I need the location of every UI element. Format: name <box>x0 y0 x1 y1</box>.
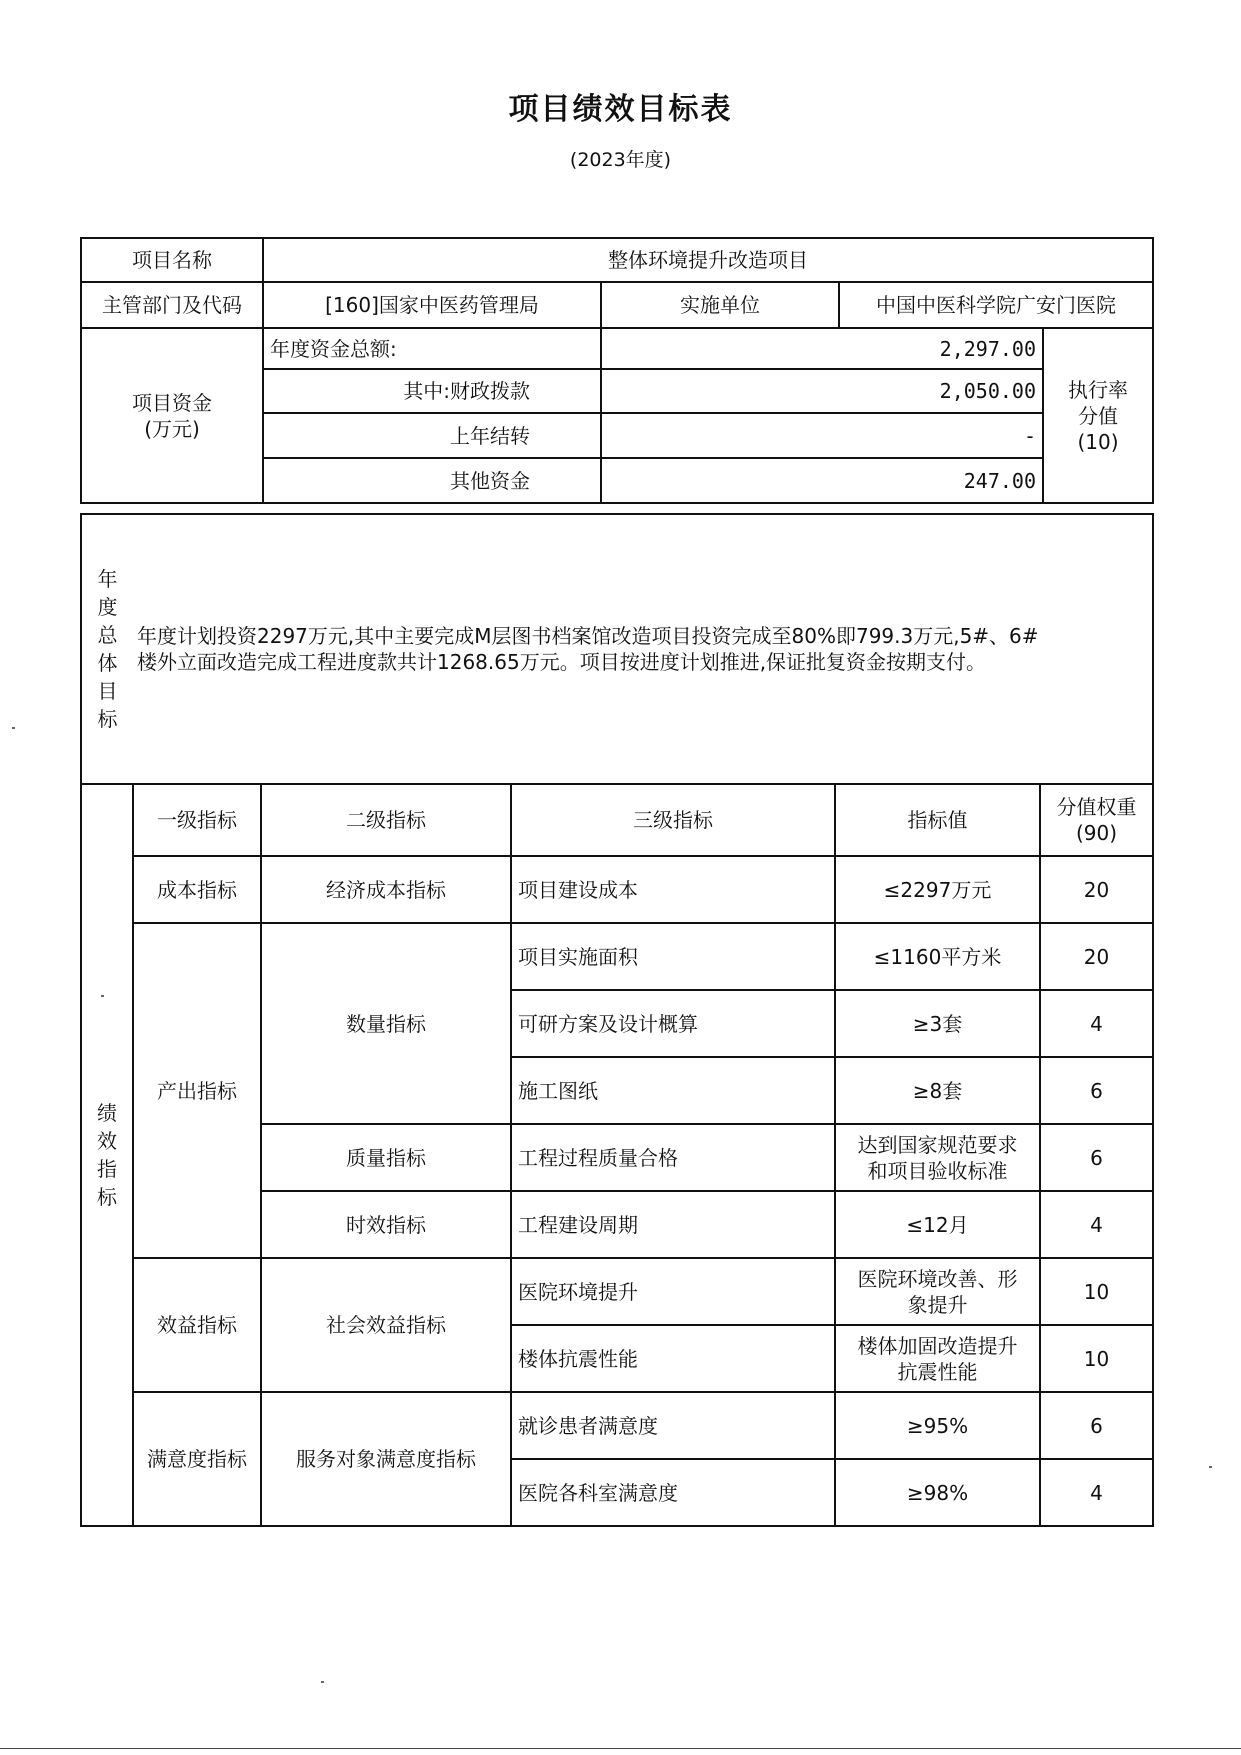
weight-cell: 20 <box>1040 923 1153 990</box>
level3-cell: 可研方案及设计概算 <box>511 990 835 1057</box>
funds-other-label: 其他资金 <box>263 458 601 503</box>
funds-score-cell <box>1043 328 1153 503</box>
funds-total-value: 2,297.00 <box>601 328 1043 369</box>
value-cell: ≥8套 <box>835 1057 1040 1124</box>
scan-speck <box>12 727 15 729</box>
table-row <box>81 923 1153 990</box>
header-weight-line1: 分值权重 <box>1056 795 1137 819</box>
value-cell: ≤2297万元 <box>835 856 1040 923</box>
dept-value: [160]国家中医药管理局 <box>263 282 601 328</box>
weight-cell: 4 <box>1040 990 1153 1057</box>
scan-speck <box>101 995 104 997</box>
header-level2: 二级指标 <box>261 784 511 856</box>
impl-label: 实施单位 <box>601 282 839 328</box>
level1-satisfaction: 满意度指标 <box>133 1392 261 1526</box>
level3-cell: 医院各科室满意度 <box>511 1459 835 1526</box>
value-line2: 象提升 <box>907 1292 968 1317</box>
level3-cell: 工程建设周期 <box>511 1191 835 1258</box>
value-line2: 和项目验收标准 <box>867 1158 1008 1183</box>
level2-quantity: 数量指标 <box>261 923 511 1124</box>
weight-cell: 6 <box>1040 1057 1153 1124</box>
table-row <box>81 1258 1153 1325</box>
page-edge-line <box>0 1748 1241 1749</box>
weight-cell: 6 <box>1040 1124 1153 1191</box>
funds-total-label: 年度资金总额: <box>263 328 601 369</box>
level2-quality: 质量指标 <box>261 1124 511 1191</box>
annual-goal-label-text: 年 度 总 体 目 标 <box>97 567 118 731</box>
value-line1: 楼体加固改造提升 <box>857 1333 1018 1358</box>
value-line2: 抗震性能 <box>897 1359 978 1384</box>
project-name-label: 项目名称 <box>81 238 263 282</box>
level2-economic-cost: 经济成本指标 <box>261 856 511 923</box>
page-subtitle: (2023年度) <box>569 149 672 171</box>
level3-cell: 项目建设成本 <box>511 856 835 923</box>
funds-carryover-label: 上年结转 <box>263 413 601 458</box>
value-cell: ≥3套 <box>835 990 1040 1057</box>
table-row <box>81 1392 1153 1459</box>
value-cell <box>835 1258 1040 1325</box>
page-title: 项目绩效目标表 <box>508 92 733 127</box>
funds-label-line1: 项目资金 <box>132 390 212 415</box>
funds-label <box>81 328 263 503</box>
funds-score-line2: 分值 <box>1078 403 1118 428</box>
annual-goal-label <box>81 514 133 784</box>
header-level3: 三级指标 <box>511 784 835 856</box>
dept-label: 主管部门及代码 <box>81 282 263 328</box>
annual-goal-table <box>80 513 1154 785</box>
level1-cost: 成本指标 <box>133 856 261 923</box>
project-info-table <box>80 237 1154 504</box>
weight-cell: 4 <box>1040 1459 1153 1526</box>
annual-goal-text <box>133 514 1153 784</box>
header-weight <box>1040 784 1153 856</box>
weight-cell: 10 <box>1040 1325 1153 1392</box>
funds-score-line1: 执行率 <box>1068 377 1128 402</box>
level3-cell: 医院环境提升 <box>511 1258 835 1325</box>
header-weight-line2: (90) <box>1075 821 1118 845</box>
header-level1: 一级指标 <box>133 784 261 856</box>
level2-social-benefit: 社会效益指标 <box>261 1258 511 1392</box>
funds-score-line3: (10) <box>1077 429 1119 454</box>
level3-cell: 就诊患者满意度 <box>511 1392 835 1459</box>
table-row <box>81 856 1153 923</box>
level3-cell: 项目实施面积 <box>511 923 835 990</box>
level3-cell: 施工图纸 <box>511 1057 835 1124</box>
level2-service-satisfaction: 服务对象满意度指标 <box>261 1392 511 1526</box>
funds-carryover-value: - <box>601 413 1043 458</box>
level3-cell: 工程过程质量合格 <box>511 1124 835 1191</box>
impl-value: 中国中医科学院广安门医院 <box>839 282 1153 328</box>
value-cell <box>835 1124 1040 1191</box>
funds-other-value: 247.00 <box>601 458 1043 503</box>
indicators-table <box>80 783 1154 1527</box>
weight-cell: 4 <box>1040 1191 1153 1258</box>
value-cell <box>835 1325 1040 1392</box>
level1-output: 产出指标 <box>133 923 261 1258</box>
value-cell: ≤12月 <box>835 1191 1040 1258</box>
funds-label-line2: (万元) <box>144 416 200 441</box>
indicators-section-label <box>81 784 133 1526</box>
value-cell: ≥98% <box>835 1459 1040 1526</box>
value-line1: 医院环境改善、形 <box>857 1266 1018 1291</box>
level2-timeliness: 时效指标 <box>261 1191 511 1258</box>
level1-benefit: 效益指标 <box>133 1258 261 1392</box>
scan-speck <box>321 1681 324 1683</box>
header-value: 指标值 <box>835 784 1040 856</box>
value-line1: 达到国家规范要求 <box>857 1132 1018 1157</box>
value-cell: ≥95% <box>835 1392 1040 1459</box>
funds-fiscal-value: 2,050.00 <box>601 369 1043 413</box>
weight-cell: 6 <box>1040 1392 1153 1459</box>
project-name-value: 整体环境提升改造项目 <box>263 238 1153 282</box>
annual-goal-line2: 楼外立面改造完成工程进度款共计1268.65万元。项目按进度计划推进,保证批复资金按期支付。 <box>137 650 987 674</box>
indicators-section-label-text: 绩效 指标 <box>97 1101 117 1209</box>
funds-fiscal-label: 其中:财政拨款 <box>263 369 601 413</box>
level3-cell: 楼体抗震性能 <box>511 1325 835 1392</box>
weight-cell: 10 <box>1040 1258 1153 1325</box>
annual-goal-line1: 年度计划投资2297万元,其中主要完成M层图书档案馆改造项目投资完成至80%即799.3万元,5#、6# <box>137 624 1039 648</box>
weight-cell: 20 <box>1040 856 1153 923</box>
scan-speck <box>1209 1466 1212 1468</box>
value-cell: ≤1160平方米 <box>835 923 1040 990</box>
